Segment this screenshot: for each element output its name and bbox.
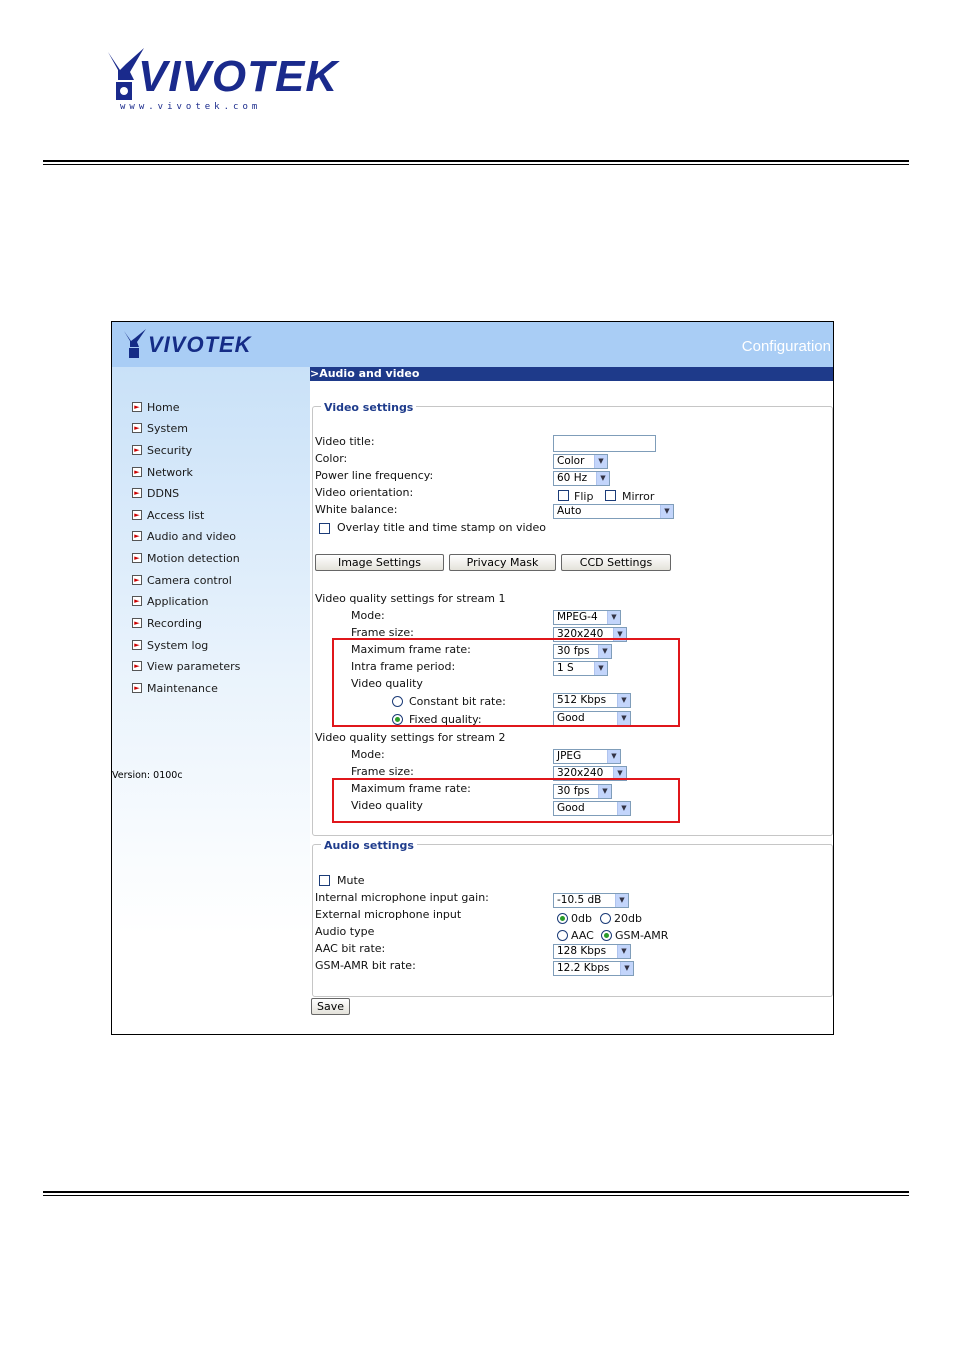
sidebar-item-recording[interactable]: ► Recording (132, 615, 202, 631)
ext-mic-0db-label: 0db (571, 912, 592, 925)
sidebar-item-motion-detection[interactable]: ► Motion detection (132, 550, 240, 566)
chevron-down-icon: ▼ (617, 945, 630, 958)
aac-rate-select[interactable]: 128 Kbps ▼ (553, 944, 631, 959)
chevron-down-icon: ▼ (617, 802, 630, 815)
sidebar-item-application[interactable]: ► Application (132, 593, 208, 609)
header-bar (112, 322, 833, 367)
stream1-fixed-select[interactable]: Good ▼ (553, 711, 631, 726)
sidebar-item-camera-control[interactable]: ► Camera control (132, 572, 232, 588)
stream2-rate-label: Maximum frame rate: (351, 782, 471, 795)
stream1-cbr-select[interactable]: 512 Kbps ▼ (553, 693, 631, 708)
overlay-label: Overlay title and time stamp on video (337, 521, 547, 534)
color-select[interactable]: Color ▼ (553, 454, 608, 469)
chevron-down-icon: ▼ (617, 694, 630, 707)
arrow-icon: ► (132, 596, 142, 606)
chevron-down-icon: ▼ (596, 472, 609, 485)
video-settings-legend: Video settings (321, 401, 416, 414)
privacy-mask-button[interactable]: Privacy Mask (449, 554, 556, 571)
bird-logo-icon (122, 328, 148, 360)
arrow-icon: ► (132, 618, 142, 628)
arrow-icon: ► (132, 640, 142, 650)
ccd-settings-button[interactable]: CCD Settings (561, 554, 671, 571)
chevron-down-icon: ▼ (660, 505, 673, 518)
stream2-mode-label: Mode: (351, 748, 385, 761)
audio-type-aac-label: AAC (571, 929, 594, 942)
sidebar-item-access-list[interactable]: ► Access list (132, 507, 204, 523)
aac-rate-label: AAC bit rate: (315, 942, 386, 955)
doc-logo-url: www.vivotek.com (120, 102, 262, 112)
chevron-down-icon: ▼ (607, 611, 620, 624)
mirror-checkbox[interactable] (605, 490, 616, 501)
power-line-select[interactable]: 60 Hz ▼ (553, 471, 610, 486)
chevron-down-icon: ▼ (594, 662, 607, 675)
chevron-down-icon: ▼ (607, 750, 620, 763)
stream1-fixed-label: Fixed quality: (409, 713, 482, 726)
stream2-size-label: Frame size: (351, 765, 414, 778)
arrow-icon: ► (132, 661, 142, 671)
arrow-icon: ► (132, 488, 142, 498)
sidebar-item-audio-video[interactable]: ► Audio and video (132, 528, 236, 544)
ext-mic-20db-radio[interactable] (600, 913, 611, 924)
video-title-input[interactable] (553, 435, 656, 452)
arrow-icon: ► (132, 575, 142, 585)
sidebar-item-home[interactable]: ► Home (132, 399, 179, 415)
stream1-cbr-label: Constant bit rate: (409, 695, 506, 708)
sidebar (112, 367, 310, 1035)
doc-logo (104, 46, 339, 118)
config-screen (111, 321, 834, 1035)
stream1-intra-select[interactable]: 1 S ▼ (553, 661, 608, 676)
header-title: Configuration (741, 338, 831, 355)
stream2-size-select[interactable]: 320x240 ▼ (553, 766, 627, 781)
color-label: Color: (315, 452, 348, 465)
flip-checkbox[interactable] (558, 490, 569, 501)
version-text: Version: 0100c (112, 770, 183, 781)
ext-mic-label: External microphone input (315, 908, 462, 921)
sidebar-item-system[interactable]: ► System (132, 420, 188, 436)
doc-logo-brand: VIVOTEK (138, 52, 339, 101)
chevron-down-icon: ▼ (617, 712, 630, 725)
ext-mic-20db-label: 20db (614, 912, 642, 925)
ext-mic-0db-radio[interactable] (557, 913, 568, 924)
stream2-rate-select[interactable]: 30 fps ▼ (553, 784, 612, 799)
mute-label: Mute (337, 874, 365, 887)
white-balance-select[interactable]: Auto ▼ (553, 504, 674, 519)
stream1-mode-label: Mode: (351, 609, 385, 622)
chevron-down-icon: ▼ (620, 962, 633, 975)
save-button[interactable]: Save (311, 998, 350, 1015)
arrow-icon: ► (132, 683, 142, 693)
flip-label: Flip (574, 490, 594, 503)
stream2-heading: Video quality settings for stream 2 (315, 731, 506, 744)
arrow-icon: ► (132, 467, 142, 477)
stream1-rate-select[interactable]: 30 fps ▼ (553, 644, 612, 659)
power-line-label: Power line frequency: (315, 469, 434, 482)
mic-gain-label: Internal microphone input gain: (315, 891, 489, 904)
stream1-size-label: Frame size: (351, 626, 414, 639)
audio-type-label: Audio type (315, 925, 375, 938)
image-settings-button[interactable]: Image Settings (315, 554, 444, 571)
stream1-size-select[interactable]: 320x240 ▼ (553, 627, 627, 642)
chevron-down-icon: ▼ (615, 894, 628, 907)
sidebar-item-network[interactable]: ► Network (132, 464, 193, 480)
gsm-rate-select[interactable]: 12.2 Kbps ▼ (553, 961, 634, 976)
arrow-icon: ► (132, 553, 142, 563)
sidebar-item-security[interactable]: ► Security (132, 442, 192, 458)
mirror-label: Mirror (622, 490, 655, 503)
page-title: >Audio and video (310, 367, 833, 381)
stream2-quality-select[interactable]: Good ▼ (553, 801, 631, 816)
audio-type-gsm-label: GSM-AMR (615, 929, 669, 942)
mic-gain-select[interactable]: -10.5 dB ▼ (553, 893, 629, 908)
top-divider (43, 160, 909, 165)
gsm-rate-label: GSM-AMR bit rate: (315, 959, 416, 972)
chevron-down-icon: ▼ (613, 628, 626, 641)
audio-type-aac-radio[interactable] (557, 930, 568, 941)
stream1-quality-label: Video quality (351, 677, 423, 690)
stream1-heading: Video quality settings for stream 1 (315, 592, 506, 605)
mute-checkbox[interactable] (319, 875, 330, 886)
audio-settings-legend: Audio settings (321, 839, 417, 852)
sidebar-item-system-log[interactable]: ► System log (132, 637, 208, 653)
sidebar-item-view-parameters[interactable]: ► View parameters (132, 658, 240, 674)
bottom-divider (43, 1191, 909, 1196)
highlight-box-stream2 (332, 778, 680, 823)
stream1-rate-label: Maximum frame rate: (351, 643, 471, 656)
white-balance-label: White balance: (315, 503, 398, 516)
stream2-mode-select[interactable]: JPEG ▼ (553, 749, 621, 764)
arrow-icon: ► (132, 531, 142, 541)
stream1-mode-select[interactable]: MPEG-4 ▼ (553, 610, 621, 625)
overlay-checkbox[interactable] (319, 523, 330, 534)
chevron-down-icon: ▼ (598, 645, 611, 658)
chevron-down-icon: ▼ (594, 455, 607, 468)
chevron-down-icon: ▼ (598, 785, 611, 798)
arrow-icon: ► (132, 510, 142, 520)
video-title-label: Video title: (315, 435, 375, 448)
arrow-icon: ► (132, 423, 142, 433)
header-brand: VIVOTEK (148, 332, 252, 357)
stream1-intra-label: Intra frame period: (351, 660, 456, 673)
arrow-icon: ► (132, 445, 142, 455)
arrow-icon: ► (132, 402, 142, 412)
chevron-down-icon: ▼ (613, 767, 626, 780)
audio-type-gsm-radio[interactable] (601, 930, 612, 941)
sidebar-item-ddns[interactable]: ► DDNS (132, 485, 179, 501)
sidebar-item-maintenance[interactable]: ► Maintenance (132, 680, 218, 696)
highlight-box-stream1 (332, 638, 680, 727)
stream2-quality-label: Video quality (351, 799, 423, 812)
orientation-label: Video orientation: (315, 486, 414, 499)
